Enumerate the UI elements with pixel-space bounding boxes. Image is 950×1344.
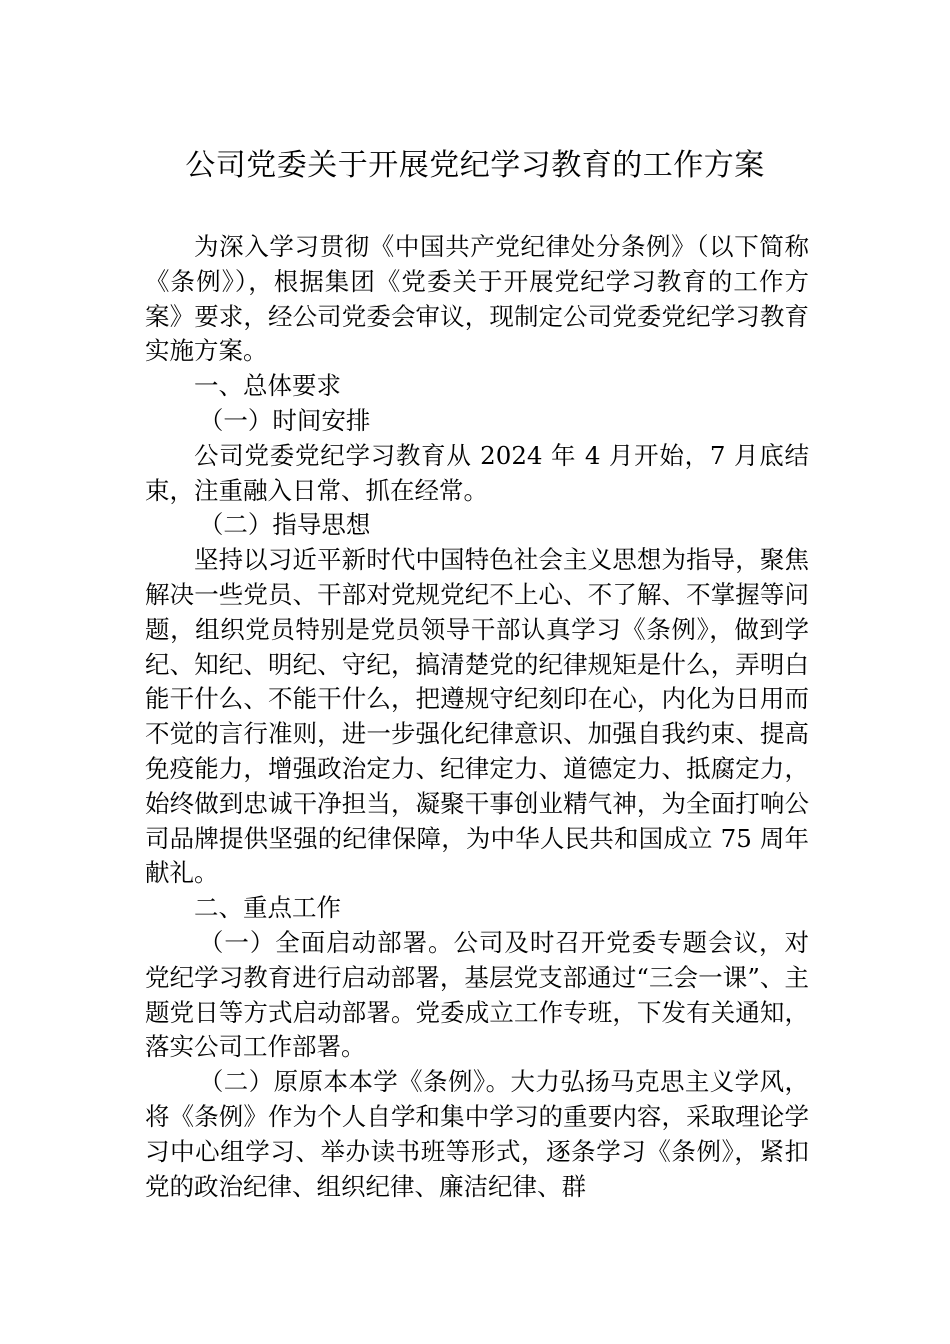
intro-paragraph: 为深入学习贯彻《中国共产党纪律处分条例》（以下简称《条例》），根据集团《党委关于开展党纪学习教育的工作方案》要求，经公司党委会审议，现制定公司党委党纪学习教育实施方案。 [145,232,809,366]
work-item-2-paragraph: （二）原原本本学《条例》。大力弘扬马克思主义学风，将《条例》作为个人自学和集中学习的重要内容，采取理论学习中心组学习、举办读书班等形式，逐条学习《条例》，紧扣党的政治纪律、组织纪律、廉洁纪律、群 [145,1067,809,1201]
subsection-heading-guidance: （二）指导思想 [198,510,371,540]
subsection-heading-schedule: （一）时间安排 [198,405,371,435]
section-heading-1: 一、总体要求 [194,371,341,401]
schedule-paragraph: 公司党委党纪学习教育从 2024 年 4 月开始，7 月底结束，注重融入日常、抓在经常。 [145,440,809,505]
document-body [145,230,809,1204]
guidance-paragraph: 坚持以习近平新时代中国特色社会主义思想为指导，聚焦解决一些党员、干部对党规党纪不上心、不了解、不掌握等问题，组织党员特别是党员领导干部认真学习《条例》，做到学纪、知纪、明纪、守纪，搞清楚党的纪律规矩是什么，弄明白能干什么、不能干什么，把遵规守纪刻印在心，内化为日用而不觉的言行准则，进一步强化纪律意识、加强自我约束、提高免疫能力，增强政治定力、纪律定力、道德定力、抵腐定力，始终做到忠诚干净担当，凝聚干事创业精气神，为全面打响公司品牌提供坚强的纪律保障，为中华人民共和国成立 75 周年献礼。 [145,545,809,888]
work-item-1-paragraph: （一）全面启动部署。公司及时召开党委专题会议，对党纪学习教育进行启动部署，基层党支部通过“三会一课”、主题党日等方式启动部署。党委成立工作专班，下发有关通知，落实公司工作部署。 [145,927,809,1062]
section-heading-2: 二、重点工作 [194,893,341,923]
document-title: 公司党委关于开展党纪学习教育的工作方案 [185,148,765,183]
